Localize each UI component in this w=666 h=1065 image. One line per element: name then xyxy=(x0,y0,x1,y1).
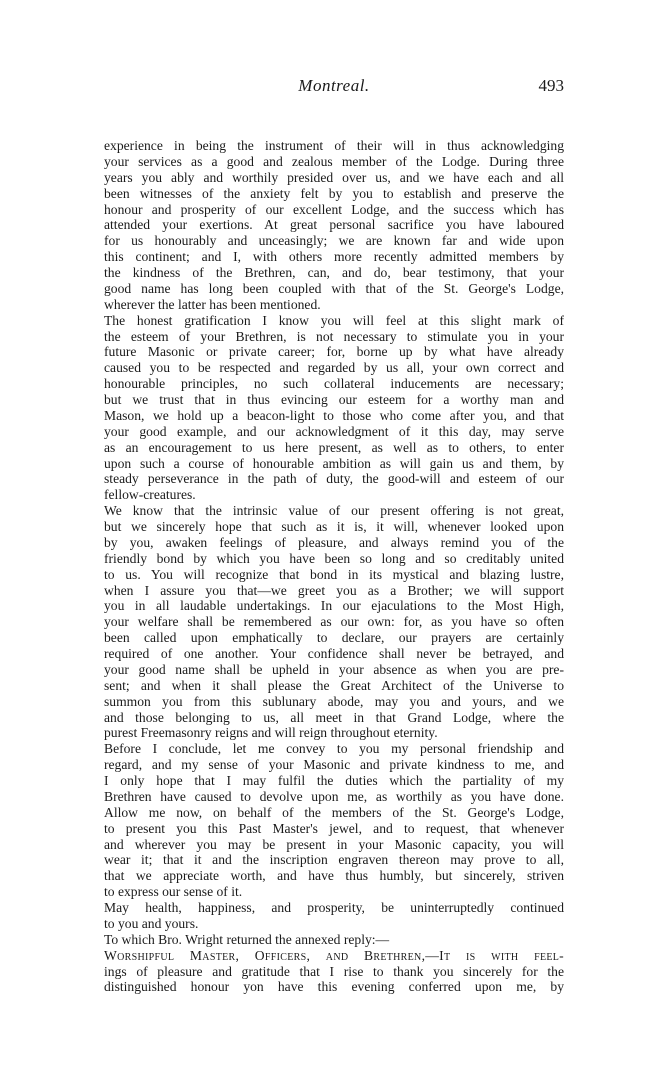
page-number: 493 xyxy=(538,76,564,95)
text-line: your good name shall be upheld in your absence as when you are pre- xyxy=(104,661,564,677)
text-line: purest Freemasonry reigns and will reign throughout eternity. xyxy=(104,725,438,741)
text-line: sent; and when it shall please the Great Architect of the Universe to xyxy=(104,677,564,693)
text-line: wear it; that it and the inscription engraven thereon may prove to all, xyxy=(104,852,564,868)
text-line: steady perseverance in the path of duty, the good-will and esteem of our xyxy=(104,471,564,487)
running-title: Montreal. xyxy=(298,76,370,95)
text-line: honour and prosperity of our excellent Lodge, and the success which has xyxy=(104,201,564,217)
text-line: future Masonic or private career; for, borne up by what have already xyxy=(104,344,564,360)
text-line: been called upon emphatically to declare, our prayers are certainly xyxy=(104,630,564,646)
text-line: Before I conclude, let me convey to you my personal friendship and xyxy=(104,741,564,757)
text-line: the kindness of the Brethren, can, and do, bear testimony, that your xyxy=(104,265,564,280)
text-line: attended your exertions. At great personal sacrifice you have laboured xyxy=(104,217,564,233)
text-line: regard, and my sense of your Masonic and private kindness to me, and xyxy=(104,757,564,773)
text-line: ings of pleasure and gratitude that I rise to thank you sincerely for the xyxy=(104,963,564,979)
text-line: friendly bond by which you have been so long and so creditably united xyxy=(104,550,564,566)
text-line: and wherever you may be present in your Masonic capacity, you will xyxy=(104,836,564,852)
text-line: years you ably and worthily presided over us, and we have each and all xyxy=(104,169,564,185)
text-line: by you, awaken feelings of pleasure, and always remind you of the xyxy=(104,534,564,550)
text-line: required of one another. Your confidence shall never be betrayed, and xyxy=(104,646,564,661)
text-line: but we sincerely hope that such as it is, it will, whenever looked upon xyxy=(104,519,564,534)
text-line: been witnesses of the anxiety felt by you to establish and preserve the xyxy=(104,185,564,201)
text-line: distinguished honour yon have this evening conferred upon me, by xyxy=(104,979,564,995)
text-line: the esteem of your Brethren, is not necessary to stimulate you in your xyxy=(104,328,564,344)
text-line: fellow-creatures. xyxy=(104,487,196,503)
text-line: as an encouragement to us here present, as well as to others, to enter xyxy=(104,439,564,455)
text-line: honourable principles, no such collateral inducements are necessary; xyxy=(104,376,564,392)
text-line: you in all laudable undertakings. In our ejaculations to the Most High, xyxy=(104,598,564,614)
text-line: this continent; and I, with others more recently admitted members by xyxy=(104,249,564,265)
text-line: good name has long been coupled with that of the St. George's Lodge, xyxy=(104,280,564,296)
text-line: to you and yours. xyxy=(104,915,199,931)
text-line: upon such a course of honourable ambition as will gain us and them, by xyxy=(104,455,564,471)
text-line: Worshipful Master, Officers, and Brethren,—It is with feel- xyxy=(104,947,564,963)
text-line: for us honourably and unceasingly; we are known far and wide upon xyxy=(104,233,564,249)
text-line: to express our sense of it. xyxy=(104,884,243,900)
text-line: We know that the intrinsic value of our present offering is not great, xyxy=(104,503,564,519)
running-head xyxy=(104,76,564,98)
text-line: that we appreciate worth, and have thus humbly, but sincerely, striven xyxy=(104,868,564,884)
text-line: experience in being the instrument of their will in thus acknowledging xyxy=(104,138,564,153)
text-line: your welfare shall be remembered as our own: for, as you have so often xyxy=(104,614,564,630)
text-line: to us. You will recognize that bond in its mystical and blazing lustre, xyxy=(104,566,564,582)
text-line: when I assure you that—we greet you as a Brother; we will support xyxy=(104,582,564,598)
text-line: The honest gratification I know you will feel at this slight mark of xyxy=(104,312,564,328)
text-line: your services as a good and zealous member of the Lodge. During three xyxy=(104,153,564,169)
text-line: wherever the latter has been mentioned. xyxy=(104,296,321,312)
text-line: Brethren have caused to devolve upon me, as worthily as you have done. xyxy=(104,788,564,804)
text-line: May health, happiness, and prosperity, be uninterruptedly continued xyxy=(104,900,564,915)
text-line: I only hope that I may fulfil the duties which the partiality of my xyxy=(104,773,564,788)
body-text xyxy=(104,138,564,995)
text-line: summon you from this sublunary abode, may you and yours, and we xyxy=(104,693,564,709)
text-line: your good example, and our acknowledgment of it this day, may serve xyxy=(104,423,564,439)
text-line: but we trust that in thus evincing our esteem for a worthy man and xyxy=(104,392,564,407)
text-line: and those belonging to us, all meet in that Grand Lodge, where the xyxy=(104,709,564,725)
text-line: To which Bro. Wright returned the annexed reply:— xyxy=(104,931,390,947)
text-line: Allow me now, on behalf of the members of the St. George's Lodge, xyxy=(104,804,564,820)
text-line: caused you to be respected and regarded by us all, your own correct and xyxy=(104,360,564,376)
text-line: Mason, we hold up a beacon-light to those who come after you, and that xyxy=(104,407,564,423)
text-line: to present you this Past Master's jewel, and to request, that whenever xyxy=(104,820,564,836)
